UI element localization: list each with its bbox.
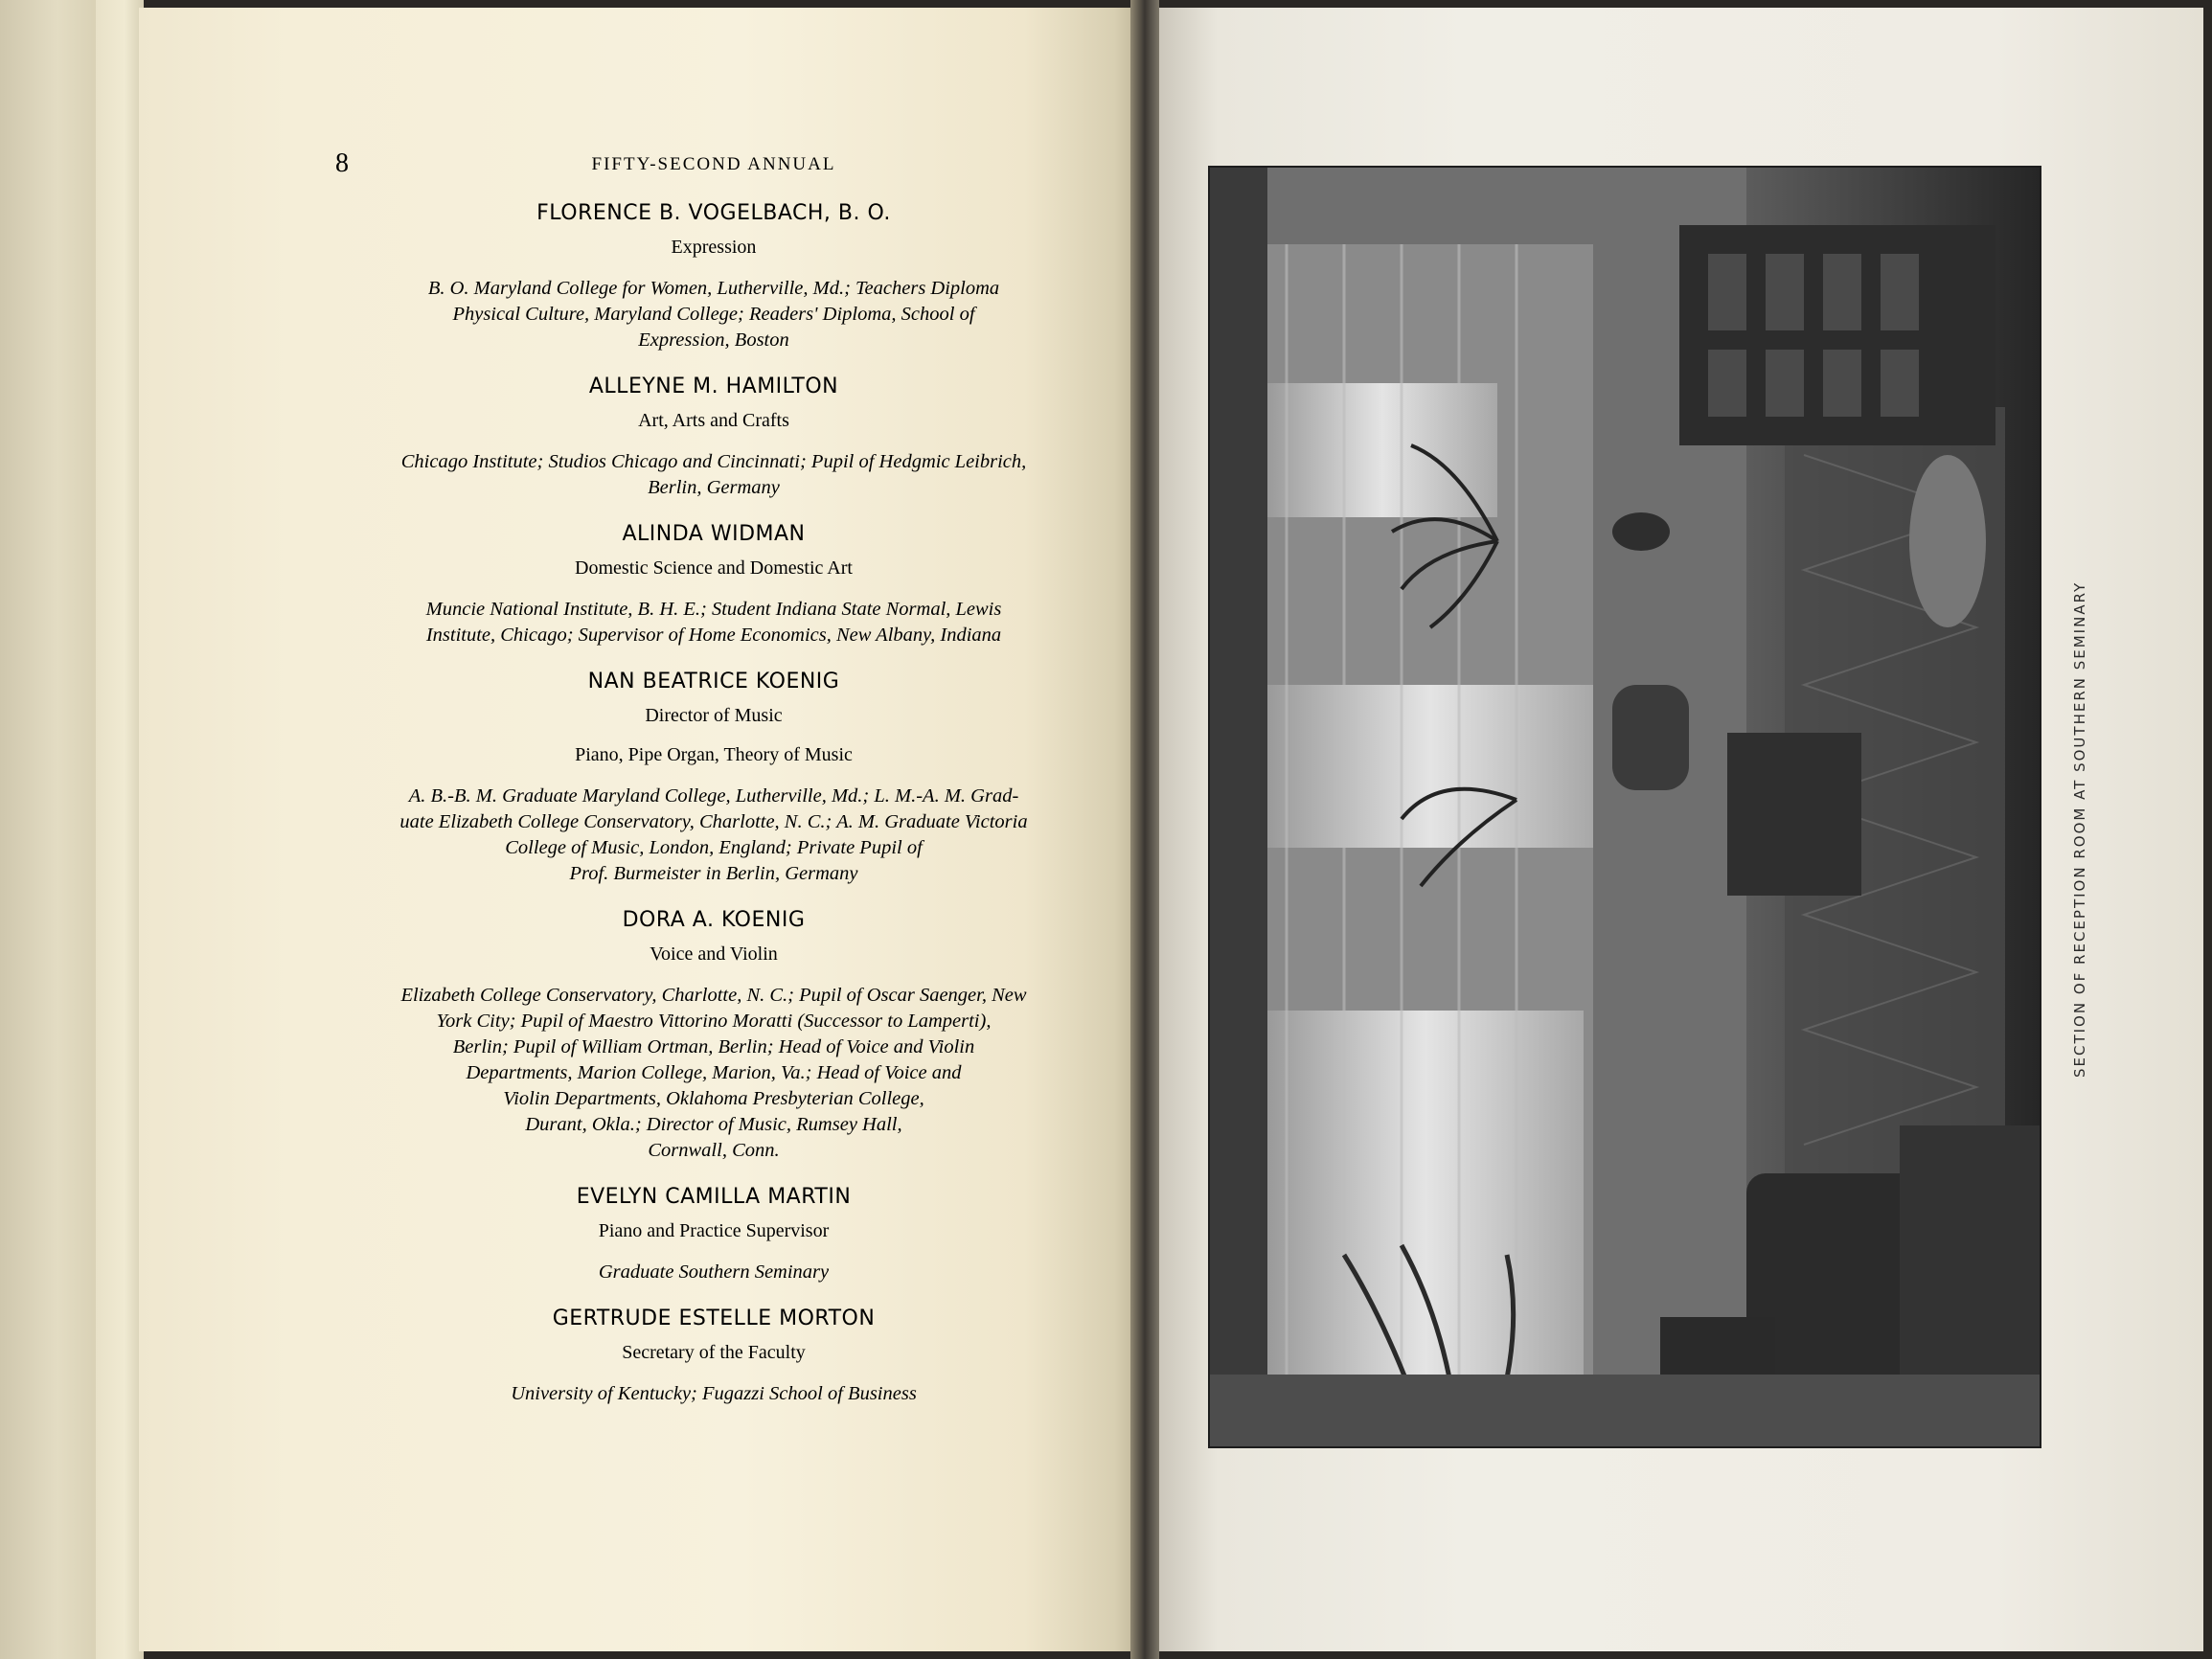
faculty-entry [335, 908, 1092, 1164]
faculty-department: Voice and Violin [650, 943, 778, 965]
credentials-line: Institute, Chicago; Supervisor of Home Economics, New Albany, Indiana [425, 625, 1002, 646]
credentials-line: Durant, Okla.; Director of Music, Rumsey Hall, [525, 1114, 902, 1135]
credentials-line: Physical Culture, Maryland College; Readers' Diploma, School of [452, 304, 975, 325]
reception-room-image [1210, 168, 2040, 1446]
credentials-line: Violin Departments, Oklahoma Presbyterian College, [503, 1088, 924, 1109]
faculty-department: Art, Arts and Crafts [638, 410, 789, 431]
faculty-credentials [335, 449, 1092, 501]
faculty-entry [335, 375, 1092, 501]
faculty-department: Domestic Science and Domestic Art [575, 557, 853, 579]
running-head-title: FIFTY-SECOND ANNUAL [591, 154, 836, 174]
credentials-line: University of Kentucky; Fugazzi School of Business [511, 1383, 917, 1404]
credentials-line: Prof. Burmeister in Berlin, Germany [569, 863, 858, 884]
page-number: 8 [335, 148, 349, 178]
faculty-credentials [335, 597, 1092, 648]
faculty-credentials [335, 784, 1092, 887]
credentials-line: Elizabeth College Conservatory, Charlotte, N. C.; Pupil of Oscar Saenger, New [400, 985, 1027, 1006]
page-edge [0, 0, 144, 1659]
faculty-credentials [335, 1260, 1092, 1285]
credentials-line: Muncie National Institute, B. H. E.; Student Indiana State Normal, Lewis [425, 599, 1002, 620]
faculty-entry [335, 1185, 1092, 1285]
torn-page-edge [96, 0, 144, 1659]
faculty-credentials [335, 276, 1092, 353]
faculty-department: Secretary of the Faculty [622, 1342, 806, 1363]
faculty-name: ALLEYNE M. HAMILTON [588, 375, 839, 398]
faculty-list [335, 201, 1092, 1428]
faculty-entry [335, 1307, 1092, 1407]
credentials-line: Berlin, Germany [648, 477, 780, 498]
faculty-name: EVELYN CAMILLA MARTIN [576, 1185, 852, 1209]
credentials-line: A. B.-B. M. Graduate Maryland College, Lutherville, Md.; L. M.-A. M. Grad- [408, 785, 1019, 807]
credentials-line: Expression, Boston [638, 330, 789, 351]
faculty-name: ALINDA WIDMAN [622, 522, 806, 546]
faculty-department: Director of Music [645, 705, 783, 726]
photo-caption: SECTION OF RECEPTION ROOM AT SOUTHERN SEMINARY [2071, 580, 2088, 1078]
faculty-credentials [335, 983, 1092, 1164]
faculty-entry [335, 522, 1092, 648]
faculty-entry [335, 201, 1092, 353]
credentials-line: York City; Pupil of Maestro Vittorino Moratti (Successor to Lamperti), [436, 1011, 992, 1032]
faculty-name: GERTRUDE ESTELLE MORTON [552, 1307, 876, 1330]
reception-room-photo [1208, 166, 2041, 1448]
credentials-line: B. O. Maryland College for Women, Lutherville, Md.; Teachers Diploma [427, 278, 1000, 299]
faculty-credentials [335, 1381, 1092, 1407]
faculty-department: Expression [671, 237, 757, 258]
faculty-entry [335, 670, 1092, 887]
faculty-name: FLORENCE B. VOGELBACH, B. O. [536, 201, 891, 225]
faculty-name: DORA A. KOENIG [622, 908, 806, 932]
credentials-line: Chicago Institute; Studios Chicago and Cincinnati; Pupil of Hedgmic Leibrich, [400, 451, 1027, 472]
faculty-department: Piano and Practice Supervisor [598, 1220, 830, 1241]
credentials-line: uate Elizabeth College Conservatory, Charlotte, N. C.; A. M. Graduate Victoria [399, 811, 1028, 832]
faculty-department: Piano, Pipe Organ, Theory of Music [575, 744, 853, 765]
credentials-line: Departments, Marion College, Marion, Va.; Head of Voice and [466, 1062, 962, 1083]
running-head [335, 148, 1092, 187]
credentials-line: College of Music, London, England; Private Pupil of [505, 837, 923, 858]
credentials-line: Berlin; Pupil of William Ortman, Berlin; Head of Voice and Violin [452, 1036, 975, 1057]
faculty-name: NAN BEATRICE KOENIG [587, 670, 840, 693]
credentials-line: Cornwall, Conn. [648, 1140, 780, 1161]
credentials-line: Graduate Southern Seminary [598, 1261, 830, 1283]
book-gutter [1130, 0, 1159, 1659]
